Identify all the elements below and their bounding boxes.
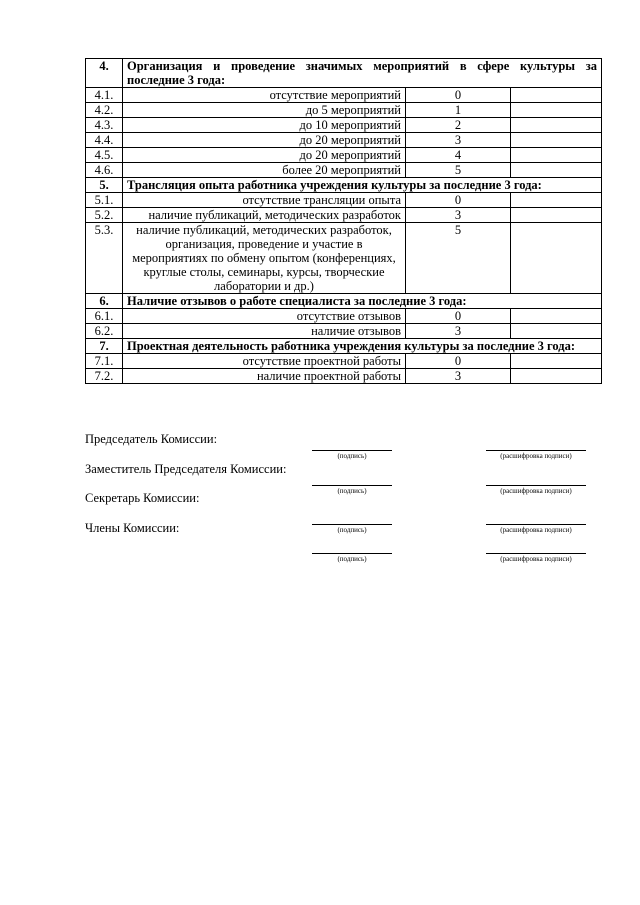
signature-caption: (подпись) [337,452,367,460]
row-number: 4.2. [86,103,123,118]
transcript-line [486,553,586,554]
section-header [86,178,602,193]
row-value-cell [511,103,602,118]
row-label: наличие публикаций, методических разработок, организация, проведение и участие в мероприятиях по обмену опытом (конференциях, круглые столы, семинары, курсы, творческие лаборатории и др.) [123,223,406,294]
signature-caption: (подпись) [337,526,367,534]
row-number: 5.1. [86,193,123,208]
row-label: отсутствие трансляции опыта [123,193,406,208]
row-number: 6.2. [86,324,123,339]
row-score: 5 [406,223,511,294]
row-label: до 10 мероприятий [123,118,406,133]
transcript-line [486,450,586,451]
transcript-caption: (расшифровка подписи) [500,452,572,460]
table-row [86,88,602,103]
table-row [86,148,602,163]
row-number: 7.2. [86,369,123,384]
transcript-caption: (расшифровка подписи) [500,555,572,563]
row-value-cell [511,354,602,369]
table-row [86,208,602,223]
transcript-line [486,485,586,486]
row-score: 3 [406,369,511,384]
row-score: 4 [406,148,511,163]
section-title: Проектная деятельность работника учреждения культуры за последние 3 года: [123,339,602,354]
row-score: 0 [406,309,511,324]
row-value-cell [511,324,602,339]
row-score: 1 [406,103,511,118]
row-score: 0 [406,88,511,103]
row-score: 2 [406,118,511,133]
table-row [86,193,602,208]
row-value-cell [511,88,602,103]
table-row [86,354,602,369]
row-label: до 5 мероприятий [123,103,406,118]
section-title: Трансляция опыта работника учреждения культуры за последние 3 года: [123,178,602,193]
row-value-cell [511,223,602,294]
signature-caption: (подпись) [337,487,367,495]
row-score: 3 [406,324,511,339]
transcript-caption: (расшифровка подписи) [500,487,572,495]
section-number: 4. [86,59,123,88]
table-row [86,103,602,118]
row-value-cell [511,118,602,133]
row-label: наличие отзывов [123,324,406,339]
signature-line [312,553,392,554]
row-score: 3 [406,208,511,223]
row-value-cell [511,208,602,223]
section-number: 6. [86,294,123,309]
row-value-cell [511,133,602,148]
section-number: 5. [86,178,123,193]
row-label: наличие проектной работы [123,369,406,384]
signature-line [312,524,392,525]
section-title: Организация и проведение значимых мероприятий в сфере культуры за последние 3 года: [123,59,602,88]
section-header [86,294,602,309]
row-number: 4.1. [86,88,123,103]
row-value-cell [511,148,602,163]
row-number: 7.1. [86,354,123,369]
row-score: 0 [406,193,511,208]
row-number: 4.6. [86,163,123,178]
table-row [86,309,602,324]
row-score: 0 [406,354,511,369]
signature-line [312,450,392,451]
row-score: 5 [406,163,511,178]
row-value-cell [511,369,602,384]
row-number: 4.5. [86,148,123,163]
row-number: 6.1. [86,309,123,324]
row-value-cell [511,163,602,178]
row-number: 5.3. [86,223,123,294]
table-row [86,163,602,178]
table-row [86,133,602,148]
section-header [86,339,602,354]
secretary-label: Секретарь Комиссии: [85,491,200,505]
row-number: 4.4. [86,133,123,148]
criteria-table [85,58,602,384]
table-row [86,223,602,294]
row-label: до 20 мероприятий [123,133,406,148]
row-value-cell [511,193,602,208]
table-row [86,118,602,133]
row-label: отсутствие отзывов [123,309,406,324]
row-number: 5.2. [86,208,123,223]
signature-caption: (подпись) [337,555,367,563]
table-row [86,324,602,339]
row-number: 4.3. [86,118,123,133]
transcript-caption: (расшифровка подписи) [500,526,572,534]
table-row [86,369,602,384]
section-number: 7. [86,339,123,354]
row-label: до 20 мероприятий [123,148,406,163]
chair-label: Председатель Комиссии: [85,432,218,446]
transcript-line [486,524,586,525]
row-value-cell [511,309,602,324]
members-label: Члены Комиссии: [85,521,180,535]
signature-line [312,485,392,486]
row-label: отсутствие проектной работы [123,354,406,369]
row-score: 3 [406,133,511,148]
section-title: Наличие отзывов о работе специалиста за последние 3 года: [123,294,602,309]
row-label: наличие публикаций, методических разработок [123,208,406,223]
row-label: более 20 мероприятий [123,163,406,178]
row-label: отсутствие мероприятий [123,88,406,103]
deputy-label: Заместитель Председателя Комиссии: [85,462,287,476]
section-header [86,59,602,88]
